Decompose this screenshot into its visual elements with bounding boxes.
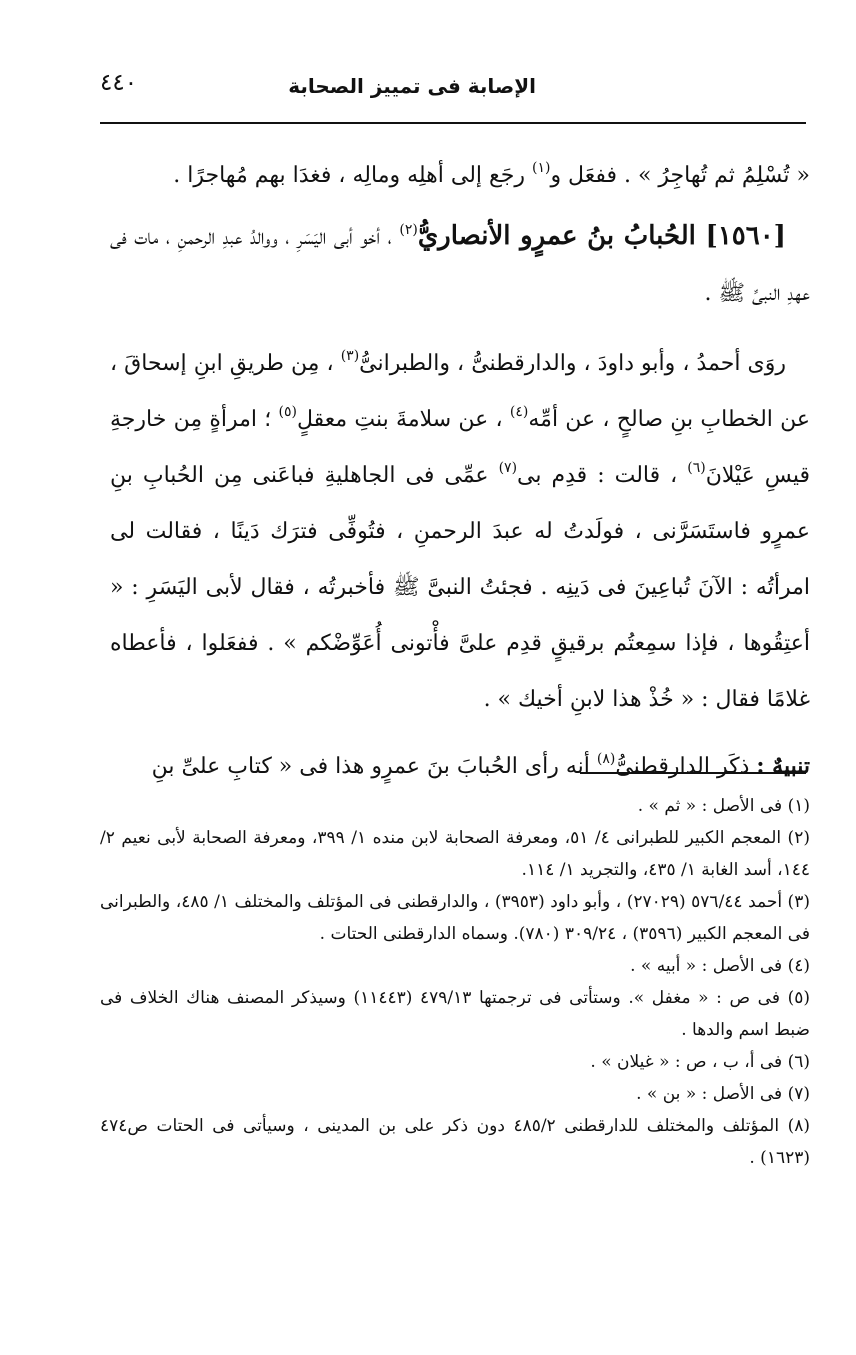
entry-name: الحُبابُ بنُ عمرٍو الأنصاريُّ (417, 221, 706, 251)
footnote-6: (٦) فى أ، ب ، ص : « غيلان » . (590, 1052, 810, 1072)
text-segment: ، مِن طريقِ ابنِ إسحاقَ ، عن الخطابِ بنِ صالحٍ ، عن أمِّه (110, 351, 811, 432)
footnotes (100, 790, 810, 1174)
text-segment: ، عن سلامةَ بنتِ معقلٍ (296, 407, 510, 432)
footnote-ref-5: (٥) (278, 404, 297, 420)
footnote-ref-1: (١) (531, 160, 551, 176)
footnote-2: (٢) المعجم الكبير للطبرانى ٤/ ٥١، ومعرفة الصحابة لابن منده ١/ ٣٩٩، ومعرفة الصحابة لأبى نعيم ٢/ ١٤٤، أسد الغابة ١/ ٤٣٥، والتجريد ١/ ١١٤. (100, 828, 810, 880)
text-segment: أنه رأى الحُبابَ بنَ عمرٍو هذا فى « كتابِ علىِّ بنِ (151, 754, 597, 779)
text-segment: ، قالت : قدِم بى (517, 463, 688, 488)
page-number: ٤٤٠ (100, 70, 138, 96)
footnote-ref-8: (٨) (596, 751, 616, 767)
text-segment: رجَع إلى أهلِه ومالِه ، فغدَا بهم مُهاجرًا . (173, 163, 532, 188)
text-segment: ، أخو أبى اليَسَرِ ، ووالدُ عبدِ الرحمنِ ، مات فى عهدِ النبىِّ ﷺ . (110, 225, 810, 306)
main-text (110, 148, 810, 795)
footnote-ref-2: (٢) (399, 222, 418, 238)
footnote-7: (٧) فى الأصل : « بن » . (636, 1084, 810, 1104)
text-segment: « تُسْلِمُ ثم تُهاجِرُ » . ففعَل و (550, 163, 810, 188)
header-rule (100, 122, 806, 124)
footnote-5: (٥) فى ص : « مغفل ». وستأتى فى ترجمتها ٤٧٩/١٣ (١١٤٤٣) وسيذكر المصنف هناك الخلاف فى ضبط اسم والدها . (100, 988, 810, 1040)
entry-heading-paragraph (110, 208, 810, 322)
footnote-ref-3: (٣) (340, 348, 360, 364)
footnote-ref-7: (٧) (498, 460, 518, 476)
text-segment: ذكَر الدارقطنىُّ (615, 754, 757, 779)
footnote-4: (٤) فى الأصل : « أبيه » . (630, 956, 810, 976)
footnote-ref-6: (٦) (687, 460, 706, 476)
paragraph-continuation (110, 148, 810, 204)
footnote-1: (١) فى الأصل : « ثم » . (637, 796, 810, 816)
footnote-8: (٨) المؤتلف والمختلف للدارقطنى ٤٨٥/٢ دون ذكر على بن المدينى ، وسيأتى فى الحتات ص٤٧٤ (١٦٢٣) . (100, 1116, 810, 1168)
narration-paragraph (110, 336, 810, 728)
text-segment: ؛ امرأةٍ مِن خارجةِ قيسِ عَيْلانَ (110, 407, 810, 488)
footnote-separator (580, 772, 806, 774)
note-label: تنبيهٌ : (756, 753, 810, 779)
footnote-ref-4: (٤) (509, 404, 529, 420)
text-segment: روَى أحمدُ ، وأبو داودَ ، والدارقطنىُّ ، والطبرانىُّ (359, 351, 786, 376)
text-segment: عمِّى فى الجاهليةِ فباعَنى مِن الحُبابِ بنِ عمرٍو فاستَسَرَّنى ، فولَدتُ له عبدَ الرحمنِ ، فتُوفِّى فترَك دَينًا ، فقالت لى امرأتُه : الآنَ تُباعِينَ فى دَينِه . فجئتُ النبىَّ ﷺ فأخبرتُه ، فقال لأبى اليَسَرِ : « أعتِقُوها ، فإذا سمِعتُم برقيقٍ قدِم علىَّ فأْتونى أُعَوِّضْكم » . ففعَلوا ، فأعطاه غلامًا فقال : « خُذْ هذا لابنِ أخيك » . (110, 463, 810, 712)
note-paragraph (110, 738, 810, 795)
running-title: الإصابة فى تمييز الصحابة (288, 74, 536, 98)
entry-number: [١٥٦٠] (705, 221, 786, 251)
running-header (100, 66, 806, 106)
footnote-3: (٣) أحمد ٥٧٦/٤٤ (٢٧٠٢٩) ، وأبو داود (٣٩٥٣) ، والدارقطنى فى المؤتلف والمختلف ١/ ٤٨٥، والطبرانى فى المعجم الكبير (٣٥٩٦) ، ٣٠٩/٢٤ (٧٨٠). وسماه الدارقطنى الحتات . (100, 892, 810, 944)
